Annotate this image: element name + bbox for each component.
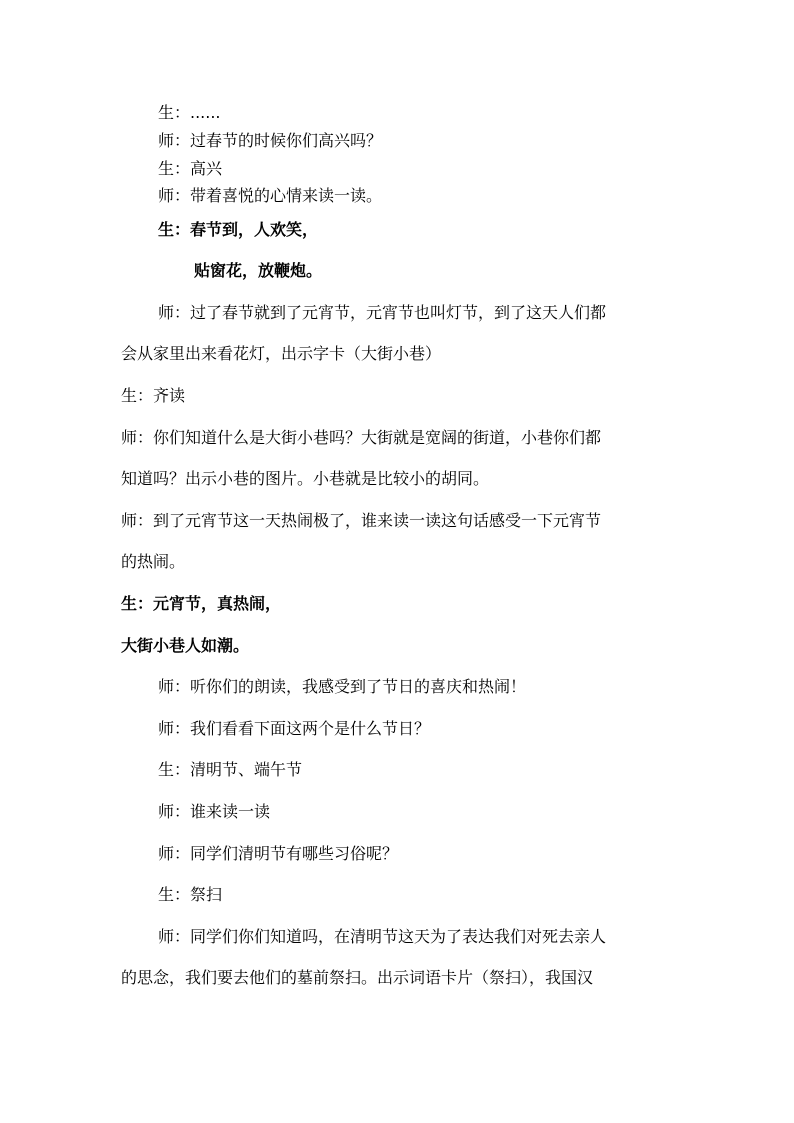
text-line: 的热闹。 [121, 552, 186, 571]
text-line: 师：同学们你们知道吗，在清明节这天为了表达我们对死去亲人 [158, 927, 607, 946]
text-line: 师：过春节的时候你们高兴吗？ [158, 131, 383, 150]
text-line: 师：到了元宵节这一天热闹极了，谁来读一读这句话感受一下元宵节 [121, 511, 602, 530]
text-line: 生：高兴 [158, 159, 223, 178]
text-line: 会从家里出来看花灯，出示字卡（大街小巷） [121, 344, 442, 363]
text-line: 师：我们看看下面这两个是什么节日？ [158, 719, 431, 738]
text-line: 师：带着喜悦的心情来读一读。 [158, 186, 383, 205]
text-line: 师：同学们清明节有哪些习俗呢？ [158, 844, 399, 863]
text-line: 师：谁来读一读 [158, 802, 271, 821]
text-line: 生：春节到，人欢笑， [158, 220, 319, 239]
text-line: 知道吗？出示小巷的图片。小巷就是比较小的胡同。 [121, 469, 490, 488]
text-line: 的思念，我们要去他们的墓前祭扫。出示词语卡片（祭扫），我国汉 [121, 968, 594, 987]
text-line: 师：你们知道什么是大街小巷吗？大街就是宽阔的街道，小巷你们都 [121, 428, 602, 447]
text-line: 生：齐读 [121, 386, 186, 405]
text-line: 生：祭扫 [158, 885, 223, 904]
text-line: 师：过了春节就到了元宵节，元宵节也叫灯节，到了这天人们都 [158, 303, 607, 322]
text-line: 师：听你们的朗读，我感受到了节日的喜庆和热闹！ [158, 677, 527, 696]
text-line: 生：...... [158, 103, 221, 122]
text-line: 生：清明节、端午节 [158, 760, 303, 779]
text-line: 大街小巷人如潮。 [121, 636, 250, 655]
text-line: 贴窗花，放鞭炮。 [194, 261, 323, 280]
text-line: 生：元宵节，真热闹， [121, 594, 282, 613]
